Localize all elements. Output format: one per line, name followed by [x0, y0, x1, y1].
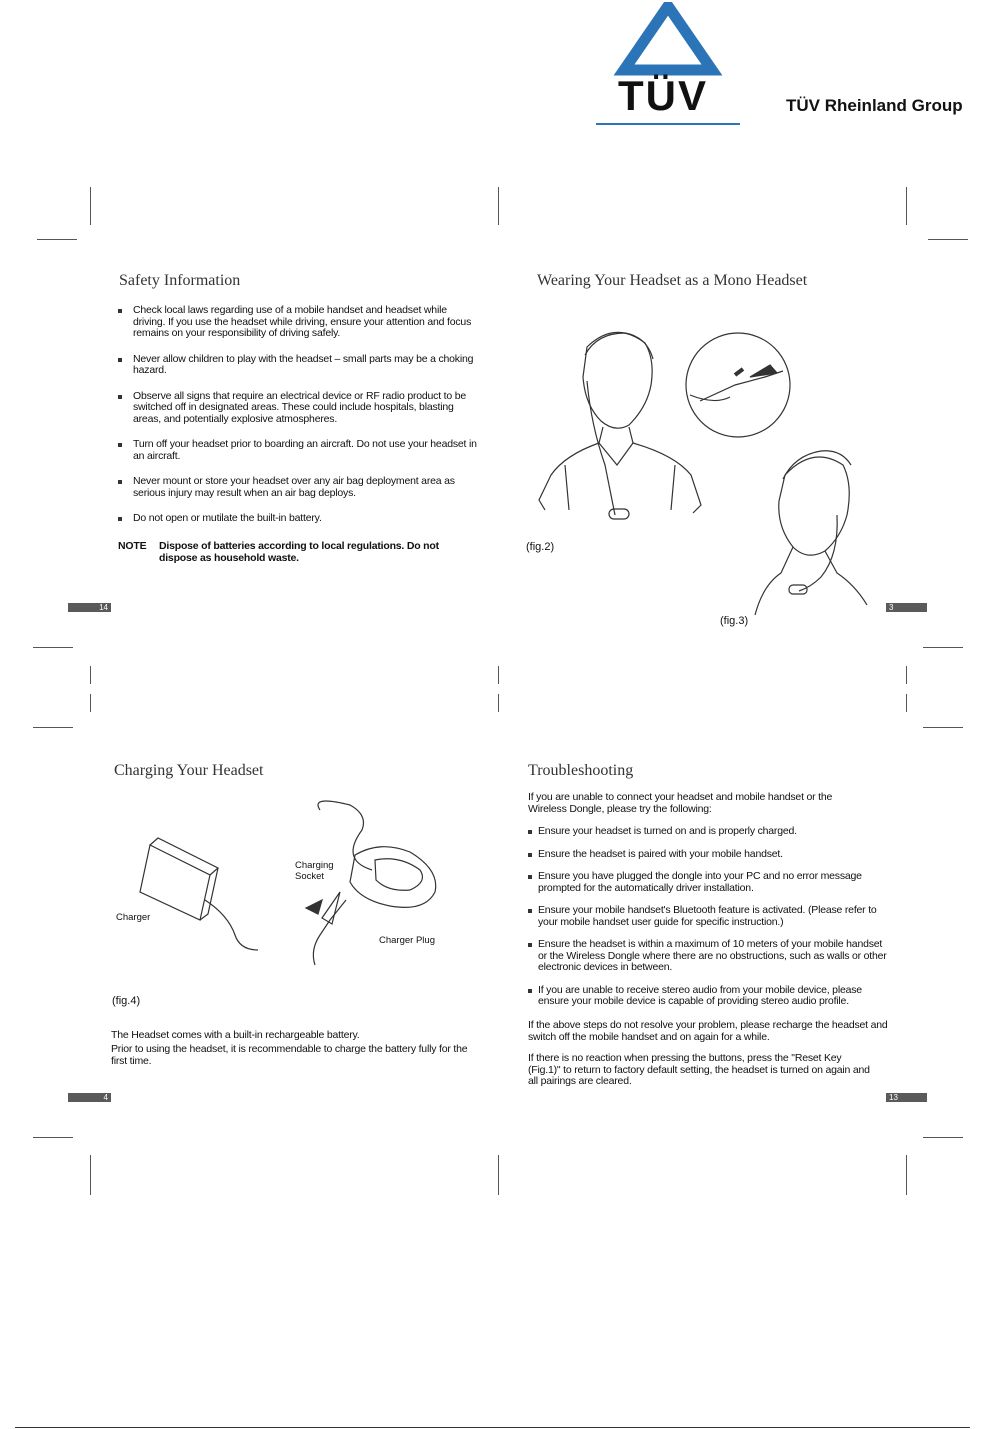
- fig4-caption: (fig.4): [112, 995, 141, 1007]
- list-item: Do not open or mutilate the built-in battery.: [118, 513, 478, 525]
- page-number-4: 4: [68, 1093, 111, 1102]
- list-item: If you are unable to receive stereo audio from your mobile device, please ensure your mobile device is capable of providing stereo audio profile.: [528, 985, 890, 1008]
- wearing-title: Wearing Your Headset as a Mono Headset: [537, 272, 808, 289]
- list-item: Never allow children to play with the headset – small parts may be a choking hazard.: [118, 354, 478, 377]
- list-item: Ensure the headset is paired with your mobile handset.: [528, 849, 890, 861]
- group-name: TÜV Rheinland Group: [786, 96, 963, 115]
- list-item: Ensure the headset is within a maximum of 10 meters of your mobile handset or the Wireless Dongle where there are no obstructions, such as walls or other electronic devices in between.: [528, 939, 890, 974]
- list-item: Ensure your headset is turned on and is properly charged.: [528, 826, 890, 838]
- list-item: Check local laws regarding use of a mobile handset and headset while driving. If you use the headset while driving, ensure your attention and focus remains on your responsibility of driving safely.: [118, 305, 478, 340]
- troubleshooting-list: [528, 826, 890, 1008]
- tuv-logo: [596, 2, 740, 126]
- list-item: Never mount or store your headset over any air bag deployment area as serious injury may result when an air bag deploys.: [118, 476, 478, 499]
- list-item: Ensure you have plugged the dongle into your PC and no error message prompted for the automatically driver installation.: [528, 871, 890, 894]
- charging-paragraph-1: The Headset comes with a built-in rechargeable battery.: [111, 1029, 360, 1041]
- note-label: NOTE: [118, 540, 147, 552]
- charger-illustration: [110, 800, 470, 975]
- label-charging-socket: Charging Socket: [295, 860, 334, 882]
- charging-title: Charging Your Headset: [114, 762, 264, 779]
- safety-title: Safety Information: [119, 272, 241, 289]
- label-charger: Charger: [116, 912, 151, 923]
- troubleshooting-intro: If you are unable to connect your headset and mobile handset or the Wireless Dongle, please try the following:: [528, 791, 833, 815]
- page-number-14: 14: [68, 603, 111, 612]
- troubleshooting-outro-1: If the above steps do not resolve your problem, please recharge the headset and switch off the mobile handset and on again for a while.: [528, 1019, 888, 1043]
- list-item: Observe all signs that require an electrical device or RF radio product to be switched off in designated areas. These could include hospitals, blasting areas, and potentially explosive atmospheres.: [118, 391, 478, 426]
- fig2-caption: (fig.2): [526, 541, 555, 553]
- list-item: Turn off your headset prior to boarding an aircraft. Do not use your headset in an aircraft.: [118, 439, 478, 462]
- page-number-3: 3: [886, 603, 927, 612]
- note-text: Dispose of batteries according to local regulations. Do not dispose as household waste.: [159, 540, 439, 564]
- label-charger-plug: Charger Plug: [379, 935, 435, 946]
- troubleshooting-title: Troubleshooting: [528, 762, 634, 779]
- mono-headset-illustration: [525, 315, 885, 625]
- charging-paragraph-2: Prior to using the headset, it is recommendable to charge the battery fully for the first time.: [111, 1043, 468, 1067]
- page-number-13: 13: [886, 1093, 927, 1102]
- safety-list: [118, 305, 478, 525]
- fig3-caption: (fig.3): [720, 615, 749, 627]
- list-item: Ensure your mobile handset's Bluetooth feature is activated. (Please refer to your mobile handset user guide for specific instruction.): [528, 905, 890, 928]
- troubleshooting-outro-2: If there is no reaction when pressing the buttons, press the "Reset Key (Fig.1)" to return to factory default setting, the headset is turned on again and all pairings are cleared.: [528, 1052, 870, 1087]
- safety-note: [118, 541, 463, 564]
- tuv-logo-text: TÜV: [618, 72, 708, 119]
